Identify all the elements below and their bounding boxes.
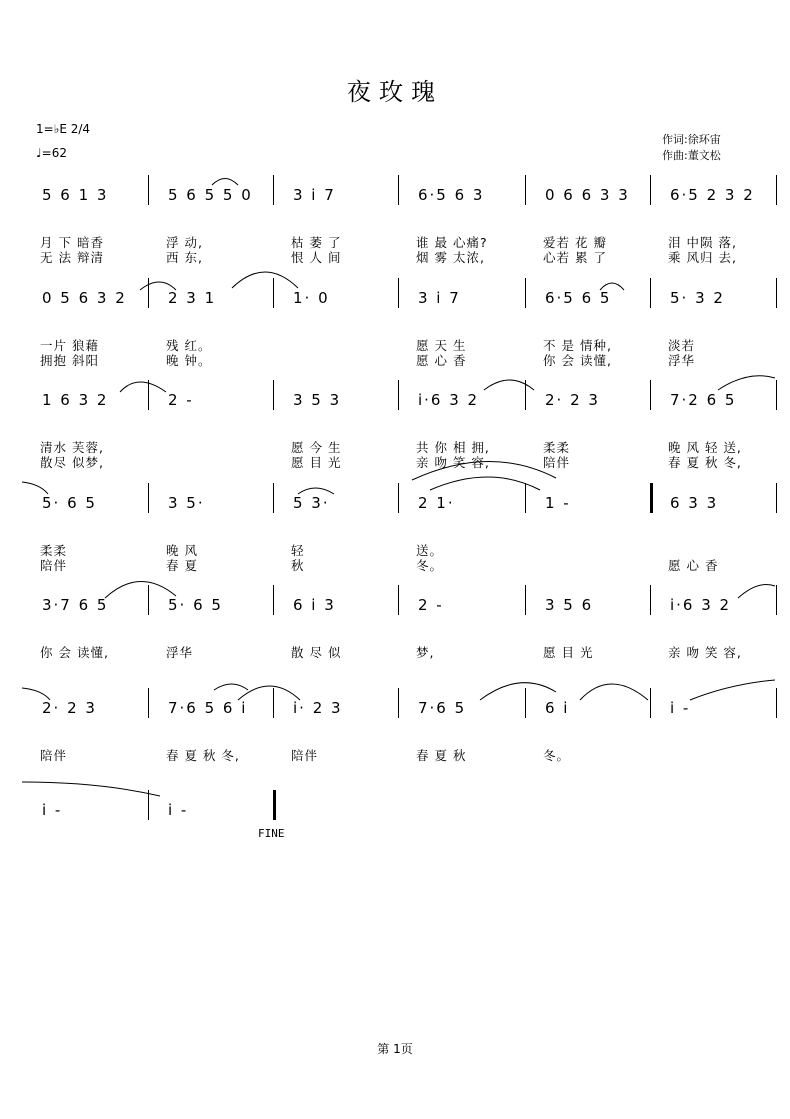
lyric-1: 不 是 情种, (543, 338, 612, 353)
lyric-1: 柔柔 (543, 440, 571, 455)
score-row (0, 380, 790, 480)
measure (545, 380, 600, 420)
measure (42, 585, 108, 625)
score-row (0, 175, 790, 275)
bar-line (148, 790, 149, 820)
lyric-2: 春 夏 秋 冬, (668, 455, 742, 470)
lyric-1: 清水 芙蓉, (40, 440, 104, 455)
score-row (0, 688, 790, 788)
bar-line (273, 278, 274, 308)
measure-notes: i·6 3 2 (670, 596, 732, 614)
bar-line (273, 175, 274, 205)
lyric-2: 散尽 似梦, (40, 455, 104, 470)
lyric-2: 恨 人 间 (291, 250, 342, 265)
lyric-2: 晚 钟。 (166, 353, 212, 368)
measure (293, 585, 336, 625)
page-number: 第 1页 (377, 1042, 413, 1056)
bar-line (148, 175, 149, 205)
bar-line (525, 688, 526, 718)
measure-notes: 2 1· (418, 494, 455, 512)
lyric-1: 轻 (291, 543, 305, 558)
measure-notes: 6 i (545, 699, 570, 717)
measure-notes: 2· 2 3 (42, 699, 97, 717)
measure-notes: 5 3· (293, 494, 330, 512)
lyric-2: 愿 目 光 (291, 455, 342, 470)
measure (670, 175, 755, 215)
bar-line (776, 483, 777, 513)
measure-notes: 3·7 6 5 (42, 596, 109, 614)
measure-notes: i - (670, 699, 691, 717)
measure-notes: 6·5 6 5 (545, 289, 612, 307)
lyric-1: 爱若 花 瓣 (543, 235, 607, 250)
bar-line (776, 688, 777, 718)
measure (545, 278, 611, 318)
lyric-1: 送。 (416, 543, 444, 558)
measure-notes: 3 5 3 (293, 391, 342, 409)
composer: 作曲:董文松 (662, 149, 721, 162)
measure-notes: 2 - (418, 596, 444, 614)
lyric-1: 散 尽 似 (291, 645, 342, 660)
measure (545, 483, 571, 523)
bar-line (273, 483, 274, 513)
measure (418, 585, 444, 625)
key-signature: 1=♭E 2/4 (36, 122, 91, 136)
measure (545, 585, 593, 625)
lyric-2: 愿 心 香 (416, 353, 467, 368)
measure-notes: 5· 3 2 (670, 289, 725, 307)
measure-notes: 2· 2 3 (545, 391, 600, 409)
bar-line (398, 483, 399, 513)
lyric-1: 你 会 读懂, (40, 645, 109, 660)
bar-line (273, 790, 276, 820)
lyric-2: 西 东, (166, 250, 203, 265)
bar-line (650, 483, 653, 513)
measure-notes: i - (42, 801, 63, 819)
measure-notes: i· 2 3 (293, 699, 343, 717)
measure-notes: 2 - (168, 391, 194, 409)
bar-line (525, 585, 526, 615)
lyric-1: 柔柔 (40, 543, 68, 558)
measure-notes: 5· 6 5 (168, 596, 223, 614)
lyric-1: 愿 天 生 (416, 338, 467, 353)
measure-notes: i - (168, 801, 189, 819)
lyric-1: 枯 萎 了 (291, 235, 342, 250)
bar-line (650, 688, 651, 718)
measure (42, 483, 97, 523)
measure-notes: 0 6 6 3 3 (545, 186, 630, 204)
measure-notes: 2 3 1 (168, 289, 217, 307)
measure-notes: 3 i 7 (418, 289, 461, 307)
measure (42, 790, 62, 830)
lyric-2: 心若 累 了 (543, 250, 607, 265)
measure (293, 175, 336, 215)
bar-line (650, 278, 651, 308)
measure-notes: i·6 3 2 (418, 391, 480, 409)
measure (168, 380, 194, 420)
measure-notes: 1 6 3 2 (42, 391, 109, 409)
bar-line (398, 380, 399, 410)
lyric-1: 共 你 相 拥, (416, 440, 490, 455)
measure-notes: 3 i 7 (293, 186, 336, 204)
lyric-2: 陪伴 (40, 558, 68, 573)
measure (168, 278, 216, 318)
bar-line (650, 585, 651, 615)
measure (42, 278, 127, 318)
bar-line (525, 483, 526, 513)
lyric-2: 你 会 读懂, (543, 353, 612, 368)
bar-line (148, 585, 149, 615)
lyricist: 作词:徐环宙 (662, 133, 721, 146)
measure-notes: 6·5 6 3 (418, 186, 485, 204)
lyric-1: 月 下 暗香 (40, 235, 104, 250)
lyric-2: 愿 心 香 (668, 558, 719, 573)
bar-line (273, 688, 274, 718)
measure-notes: 0 5 6 3 2 (42, 289, 127, 307)
bar-line (650, 380, 651, 410)
measure-notes: 3 5· (168, 494, 205, 512)
lyric-2: 无 法 辩清 (40, 250, 104, 265)
bar-line (525, 175, 526, 205)
bar-line (148, 278, 149, 308)
lyric-1: 亲 吻 笑 容, (668, 645, 742, 660)
bar-line (398, 585, 399, 615)
bar-line (148, 688, 149, 718)
measure-notes: 6 i 3 (293, 596, 336, 614)
measure (670, 380, 736, 420)
lyric-2: 秋 (291, 558, 305, 573)
lyric-1: 谁 最 心痛? (416, 235, 488, 250)
measure-notes: 3 5 6 (545, 596, 594, 614)
measure (168, 688, 247, 728)
measure (168, 175, 253, 215)
measure (670, 483, 718, 523)
fine-marking: FINE (258, 827, 285, 840)
song-title: 夜玫瑰 (347, 78, 443, 106)
lyric-1: 泪 中陨 落, (668, 235, 737, 250)
measure (293, 278, 330, 318)
lyric-1: 晚 风 轻 送, (668, 440, 742, 455)
measure (670, 278, 725, 318)
bar-line (273, 380, 274, 410)
lyric-2: 冬。 (416, 558, 444, 573)
lyric-2: 浮华 (668, 353, 696, 368)
bar-line (273, 585, 274, 615)
bar-line (776, 380, 777, 410)
score-row (0, 585, 790, 685)
measure (293, 380, 341, 420)
lyric-2: 亲 吻 笑 容, (416, 455, 490, 470)
lyric-1: 陪伴 (40, 748, 68, 763)
measure (418, 688, 466, 728)
bar-line (776, 175, 777, 205)
measure (418, 175, 484, 215)
measure (670, 585, 731, 625)
tempo-marking: ♩=62 (36, 146, 67, 160)
lyric-2: 陪伴 (543, 455, 571, 470)
measure-notes: 5 6 1 3 (42, 186, 109, 204)
bar-line (650, 175, 651, 205)
lyric-1: 陪伴 (291, 748, 319, 763)
bar-line (525, 278, 526, 308)
bar-line (148, 380, 149, 410)
lyric-2: 拥抱 斜阳 (40, 353, 99, 368)
measure (42, 380, 108, 420)
measure (418, 380, 479, 420)
lyric-1: 春 夏 秋 (416, 748, 467, 763)
measure (42, 175, 108, 215)
measure (293, 688, 343, 728)
measure (670, 688, 690, 728)
lyric-1: 愿 目 光 (543, 645, 594, 660)
lyric-2: 乘 风归 去, (668, 250, 737, 265)
bar-line (776, 585, 777, 615)
measure (545, 688, 569, 728)
measure (168, 483, 205, 523)
score-row (0, 278, 790, 378)
measure-notes: 1 - (545, 494, 571, 512)
score-row (0, 483, 790, 583)
measure-notes: 1· 0 (293, 289, 330, 307)
lyric-1: 春 夏 秋 冬, (166, 748, 240, 763)
measure (42, 688, 97, 728)
credits (662, 132, 721, 164)
lyric-1: 一片 狼藉 (40, 338, 99, 353)
bar-line (148, 483, 149, 513)
measure (545, 175, 630, 215)
measure-notes: 7·2 6 5 (670, 391, 737, 409)
measure (418, 483, 455, 523)
measure-notes: 6 3 3 (670, 494, 719, 512)
lyric-2: 烟 雾 太浓, (416, 250, 485, 265)
bar-line (525, 380, 526, 410)
score-row (0, 790, 790, 890)
bar-line (776, 278, 777, 308)
measure (293, 483, 330, 523)
measure (418, 278, 461, 318)
bar-line (398, 175, 399, 205)
lyric-1: 浮 动, (166, 235, 203, 250)
measure-notes: 5 6 5 5 0 (168, 186, 253, 204)
bar-line (398, 688, 399, 718)
measure (168, 585, 223, 625)
lyric-2: 春 夏 (166, 558, 198, 573)
measure-notes: 5· 6 5 (42, 494, 97, 512)
lyric-1: 淡若 (668, 338, 696, 353)
lyric-1: 浮华 (166, 645, 194, 660)
measure-notes: 6·5 2 3 2 (670, 186, 755, 204)
measure-notes: 7·6 5 6 i (168, 699, 248, 717)
lyric-1: 愿 今 生 (291, 440, 342, 455)
measure (168, 790, 188, 830)
bar-line (398, 278, 399, 308)
lyric-1: 残 红。 (166, 338, 212, 353)
lyric-1: 冬。 (543, 748, 571, 763)
measure-notes: 7·6 5 (418, 699, 467, 717)
lyric-1: 梦, (416, 645, 435, 660)
lyric-1: 晚 风 (166, 543, 198, 558)
